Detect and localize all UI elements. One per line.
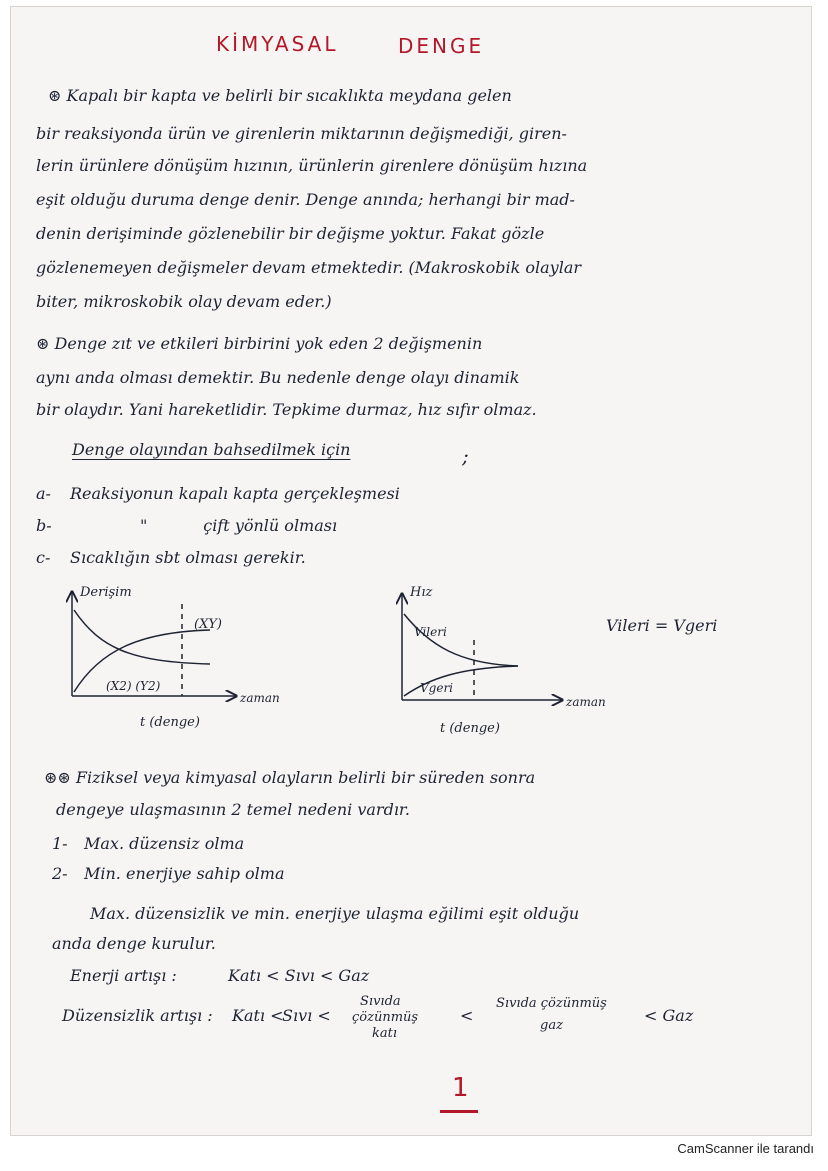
- text-line: gözlenemeyen değişmeler devam etmektedir. (Makroskobik olaylar: [36, 258, 581, 277]
- energy-order-label: Enerji artışı :: [70, 966, 177, 985]
- text-line: biter, mikroskobik olay devam eder.): [36, 292, 332, 311]
- series-label-product: (XY): [194, 617, 222, 632]
- text-line: bir olaydır. Yani hareketlidir. Tepkime durmaz, hız sıfır olmaz.: [36, 400, 537, 419]
- disorder-order-part: <: [460, 1006, 474, 1025]
- disorder-order-part: Sıvı <: [282, 1006, 331, 1025]
- reason-text-1: Max. düzensiz olma: [84, 834, 245, 853]
- series-label-forward: Vileri: [414, 625, 447, 639]
- y-axis-label: Hız: [410, 585, 433, 600]
- scanner-footer: CamScanner ile tarandı: [677, 1141, 814, 1156]
- disorder-order-part: katı: [372, 1026, 398, 1041]
- series-reactant-line: [74, 610, 210, 664]
- x-axis-label: zaman: [240, 691, 280, 705]
- text-line: denin derişiminde gözlenebilir bir değişme yoktur. Fakat gözle: [36, 224, 545, 243]
- concentration-chart: [60, 580, 310, 740]
- text-line: ⊛ Kapalı bir kapta ve belirli bir sıcaklıkta meydana gelen: [48, 86, 512, 105]
- series-label-reverse: Vgeri: [420, 681, 454, 695]
- reason-text-2: Min. enerjiye sahip olma: [84, 864, 285, 883]
- series-forward-rate-line: [404, 614, 518, 666]
- rate-equality-equation: Vileri = Vgeri: [606, 616, 718, 635]
- text-line: Max. düzensizlik ve min. enerjiye ulaşma eğilimi eşit olduğu: [90, 904, 580, 923]
- condition-marker-c: c-: [36, 548, 51, 567]
- text-line: anda denge kurulur.: [52, 934, 216, 953]
- text-line: ⊛⊛ Fiziksel veya kimyasal olayların belirli bir süreden sonra: [44, 768, 536, 787]
- rate-chart: [390, 580, 640, 750]
- disorder-order-label: Düzensizlik artışı :: [62, 1006, 213, 1025]
- text-line: lerin ürünlere dönüşüm hızının, ürünlerin girenlere dönüşüm hızına: [36, 156, 588, 175]
- disorder-order-part: Sıvıda çözünmüş: [496, 996, 607, 1011]
- x-axis-label: zaman: [566, 695, 606, 709]
- condition-text-a: Reaksiyonun kapalı kapta gerçekleşmesi: [70, 484, 400, 503]
- disorder-order-part: < Gaz: [644, 1006, 694, 1025]
- conditions-heading: Denge olayından bahsedilmek için: [72, 440, 351, 459]
- reason-marker-1: 1-: [52, 834, 68, 853]
- text-line: dengeye ulaşmasının 2 temel nedeni vardır.: [56, 800, 410, 819]
- text-line: bir reaksiyonda ürün ve girenlerin miktarının değişmediği, giren-: [36, 124, 567, 143]
- energy-order-value: Katı < Sıvı < Gaz: [228, 966, 370, 985]
- condition-text-b: " çift yönlü olması: [140, 516, 338, 535]
- text-line: eşit olduğu duruma denge denir. Denge anında; herhangi bir mad-: [36, 190, 575, 209]
- reason-marker-2: 2-: [52, 864, 68, 883]
- text-line: ⊛ Denge zıt ve etkileri birbirini yok eden 2 değişmenin: [36, 334, 483, 353]
- y-axis-label: Derişim: [80, 585, 132, 600]
- title-kimyasal: KİMYASAL: [216, 32, 339, 56]
- disorder-order-part: Katı <: [232, 1006, 284, 1025]
- condition-marker-b: b-: [36, 516, 52, 535]
- conditions-heading-semicolon: ;: [462, 444, 469, 468]
- condition-marker-a: a-: [36, 484, 51, 503]
- page-number: 1: [452, 1073, 469, 1103]
- text-line: aynı anda olması demektir. Bu nedenle denge olayı dinamik: [36, 368, 520, 387]
- series-label-reactants: (X2) (Y2): [106, 679, 161, 693]
- condition-text-c: Sıcaklığın sbt olması gerekir.: [70, 548, 306, 567]
- disorder-order-part: gaz: [540, 1018, 563, 1033]
- page-number-underline: [440, 1110, 478, 1113]
- disorder-order-part: çözünmüş: [352, 1010, 419, 1025]
- equilibrium-label: t (denge): [140, 715, 200, 730]
- disorder-order-part: Sıvıda: [360, 994, 401, 1009]
- title-denge: DENGE: [398, 34, 485, 58]
- equilibrium-label: t (denge): [440, 721, 500, 736]
